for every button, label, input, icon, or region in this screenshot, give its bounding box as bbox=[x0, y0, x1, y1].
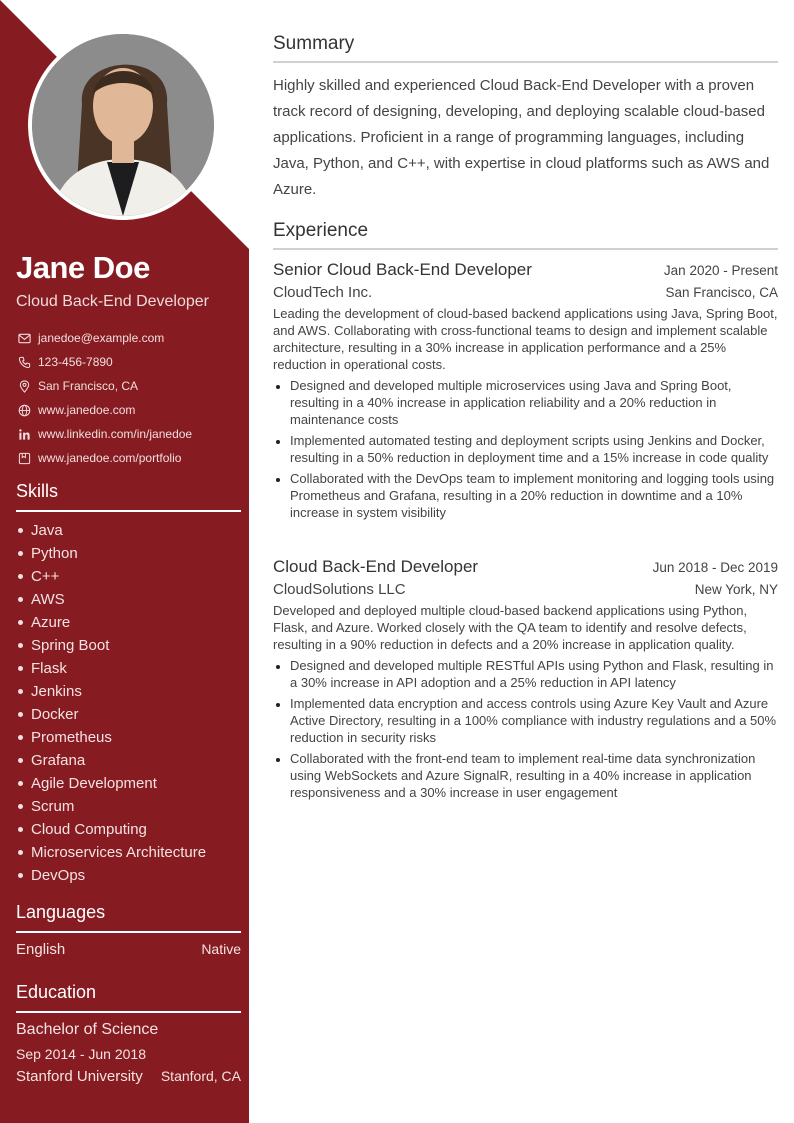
list-item: Grafana bbox=[16, 749, 241, 772]
contact-portfolio-text: www.janedoe.com/portfolio bbox=[38, 451, 182, 465]
list-item: Collaborated with the front-end team to implement real-time data synchronization using WebSockets and Azure SignalR, resulting in a 40% increase in application responsiveness and a 30% increase in user engagement bbox=[273, 750, 778, 801]
language-name: English bbox=[16, 941, 66, 958]
language-level: Native bbox=[201, 941, 241, 957]
job-company: CloudSolutions LLC bbox=[273, 581, 406, 598]
list-item: Microservices Architecture bbox=[16, 841, 241, 864]
education-school-row bbox=[16, 1068, 241, 1085]
candidate-title: Cloud Back-End Developer bbox=[16, 293, 209, 310]
bullet-icon bbox=[18, 850, 23, 855]
portfolio-icon bbox=[16, 450, 32, 466]
summary-heading: Summary bbox=[273, 33, 778, 63]
contact-phone[interactable] bbox=[16, 350, 241, 374]
education-heading: Education bbox=[16, 982, 241, 1013]
contact-linkedin-text: www.linkedin.com/in/janedoe bbox=[38, 427, 193, 441]
list-item: Docker bbox=[16, 703, 241, 726]
list-item: Scrum bbox=[16, 795, 241, 818]
job-dates: Jun 2018 - Dec 2019 bbox=[652, 560, 778, 575]
job-entry bbox=[273, 557, 778, 805]
bullet-icon bbox=[18, 735, 23, 740]
phone-icon bbox=[16, 354, 32, 370]
education-degree: Bachelor of Science bbox=[16, 1021, 159, 1038]
language-row bbox=[16, 941, 241, 958]
bullet-icon bbox=[18, 712, 23, 717]
contact-portfolio[interactable] bbox=[16, 446, 241, 470]
contact-location bbox=[16, 374, 241, 398]
bullet-icon bbox=[18, 873, 23, 878]
list-item: Spring Boot bbox=[16, 634, 241, 657]
list-item: Prometheus bbox=[16, 726, 241, 749]
contact-list bbox=[16, 326, 241, 470]
job-description: Developed and deployed multiple cloud-based backend applications using Python, Flask, and Azure. Worked closely with the QA team to identify and resolve defects, resulting in a 90% reduction in defects and a 20% increase in application quality. bbox=[273, 603, 748, 652]
skills-heading: Skills bbox=[16, 481, 241, 512]
job-role: Senior Cloud Back-End Developer bbox=[273, 260, 532, 279]
bullet-icon bbox=[18, 620, 23, 625]
profile-photo bbox=[32, 34, 214, 216]
bullet-icon bbox=[18, 804, 23, 809]
list-item: Jenkins bbox=[16, 680, 241, 703]
list-item: Azure bbox=[16, 611, 241, 634]
contact-phone-text: 123-456-7890 bbox=[38, 355, 113, 369]
experience-heading: Experience bbox=[273, 220, 778, 250]
list-item: Designed and developed multiple RESTful APIs using Python and Flask, resulting in a 30% increase in API adoption and a 25% reduction in API latency bbox=[273, 657, 778, 691]
job-description: Leading the development of cloud-based backend applications using Java, Spring Boot, and AWS. Collaborating with cross-functional teams to design and implement scalable architecture, resulting in a 30% increase in application performance and a 25% reduction in operational costs. bbox=[273, 306, 778, 372]
bullet-icon bbox=[18, 643, 23, 648]
list-item: Collaborated with the DevOps team to implement monitoring and logging tools using Prometheus and Grafana, resulting in a 20% reduction in downtime and a 10% increase in system visibility bbox=[273, 470, 778, 521]
contact-location-text: San Francisco, CA bbox=[38, 379, 139, 393]
list-item: Java bbox=[16, 519, 241, 542]
location-pin-icon bbox=[16, 378, 32, 394]
mail-icon bbox=[16, 330, 32, 346]
languages-heading: Languages bbox=[16, 902, 241, 933]
contact-email[interactable] bbox=[16, 326, 241, 350]
list-item: Designed and developed multiple microservices using Java and Spring Boot, resulting in a 40% increase in application reliability and a 20% reduction in maintenance costs bbox=[273, 377, 778, 428]
education-school: Stanford University bbox=[16, 1068, 143, 1085]
job-location: San Francisco, CA bbox=[665, 285, 778, 300]
education-dates: Sep 2014 - Jun 2018 bbox=[16, 1046, 146, 1062]
skills-list bbox=[16, 519, 241, 887]
job-company: CloudTech Inc. bbox=[273, 284, 373, 301]
job-bullets bbox=[273, 657, 778, 801]
list-item: Agile Development bbox=[16, 772, 241, 795]
contact-website-text: www.janedoe.com bbox=[38, 403, 136, 417]
list-item: Implemented data encryption and access controls using Azure Key Vault and Azure Active Directory, resulting in a 100% compliance with industry regulations and a 50% reduction in security risks bbox=[273, 695, 778, 746]
bullet-icon bbox=[18, 597, 23, 602]
education-location: Stanford, CA bbox=[160, 1068, 241, 1084]
job-bullets bbox=[273, 377, 778, 521]
summary-text: Highly skilled and experienced Cloud Back-End Developer with a proven track record of designing, developing, and deploying scalable cloud-based applications. Proficient in a range of programming languages, including Java, Python, and C++, with expertise in cloud platforms such as AWS and Azure. bbox=[273, 77, 770, 198]
list-item: C++ bbox=[16, 565, 241, 588]
bullet-icon bbox=[18, 689, 23, 694]
globe-icon bbox=[16, 402, 32, 418]
list-item: Implemented automated testing and deployment scripts using Jenkins and Docker, resulting in a 50% reduction in deployment time and a 15% increase in code quality bbox=[273, 432, 778, 466]
contact-email-text: janedoe@example.com bbox=[38, 331, 165, 345]
list-item: Cloud Computing bbox=[16, 818, 241, 841]
contact-linkedin[interactable] bbox=[16, 422, 241, 446]
sidebar bbox=[0, 0, 249, 1123]
bullet-icon bbox=[18, 781, 23, 786]
profile-photo-illustration bbox=[32, 34, 214, 216]
job-dates: Jan 2020 - Present bbox=[663, 263, 778, 278]
candidate-name: Jane Doe bbox=[16, 250, 150, 285]
job-role: Cloud Back-End Developer bbox=[273, 557, 479, 576]
bullet-icon bbox=[18, 758, 23, 763]
bullet-icon bbox=[18, 551, 23, 556]
list-item: AWS bbox=[16, 588, 241, 611]
list-item: Flask bbox=[16, 657, 241, 680]
bullet-icon bbox=[18, 666, 23, 671]
profile-photo-frame bbox=[28, 30, 218, 220]
list-item: DevOps bbox=[16, 864, 241, 887]
contact-website[interactable] bbox=[16, 398, 241, 422]
list-item: Python bbox=[16, 542, 241, 565]
job-entry bbox=[273, 260, 778, 525]
bullet-icon bbox=[18, 528, 23, 533]
bullet-icon bbox=[18, 827, 23, 832]
job-location: New York, NY bbox=[694, 582, 778, 597]
linkedin-icon bbox=[16, 426, 32, 442]
bullet-icon bbox=[18, 574, 23, 579]
